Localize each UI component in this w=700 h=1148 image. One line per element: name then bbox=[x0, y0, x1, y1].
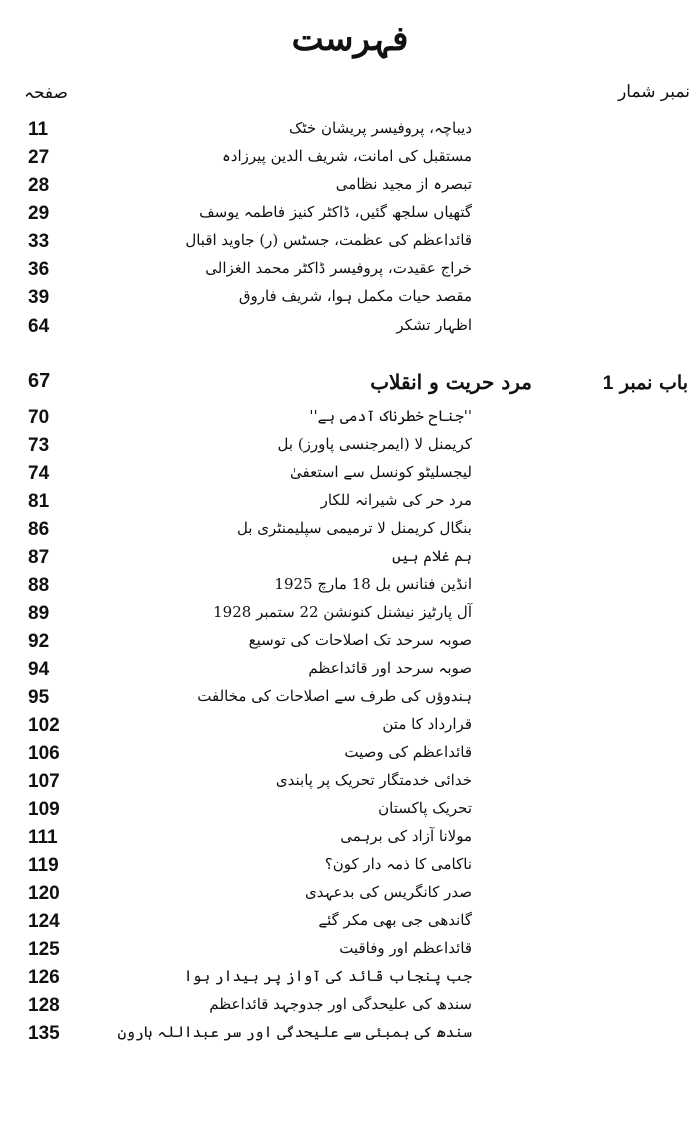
toc-page-number: 88 bbox=[28, 575, 50, 596]
toc-entry bbox=[0, 405, 700, 433]
toc-entry bbox=[0, 1021, 700, 1049]
toc-entry-title: جب پنجاب قائد کی آواز پر بیدار ہوا bbox=[183, 967, 472, 985]
toc-entry bbox=[0, 909, 700, 937]
toc-entry bbox=[0, 937, 700, 965]
toc-entry-title: خدائی خدمتگار تحریک پر پابندی bbox=[275, 771, 472, 789]
toc-entry bbox=[0, 314, 700, 342]
toc-entry bbox=[0, 285, 700, 313]
toc-page-number: 29 bbox=[28, 203, 50, 224]
chapter-label-text: باب نمبر bbox=[619, 372, 688, 394]
toc-entry bbox=[0, 657, 700, 685]
toc-entry bbox=[0, 145, 700, 173]
toc-entry-title: کریمنل لا (ایمرجنسی پاورز) بل bbox=[277, 435, 472, 453]
toc-page-number: 81 bbox=[28, 491, 50, 512]
toc-entry-title: مولانا آزاد کی برہمی bbox=[340, 827, 472, 845]
toc-page-number: 128 bbox=[28, 995, 60, 1016]
toc-entry-title: اظہار تشکر bbox=[396, 316, 472, 334]
toc-entry-title: انڈین فنانس بل 18 مارچ 1925 bbox=[274, 575, 472, 593]
toc-entry bbox=[0, 629, 700, 657]
toc-entry bbox=[0, 713, 700, 741]
toc-entry bbox=[0, 741, 700, 769]
toc-page-number: 67 bbox=[28, 370, 51, 392]
toc-entry-title: تحریک پاکستان bbox=[378, 799, 472, 817]
toc-entry bbox=[0, 517, 700, 545]
toc-page-number: 11 bbox=[28, 119, 49, 140]
toc-entry-title: بنگال کریمنل لا ترمیمی سپلیمنٹری بل bbox=[236, 519, 472, 537]
toc-entry bbox=[0, 965, 700, 993]
toc-entry-title: قائداعظم کی وصیت bbox=[344, 743, 472, 761]
toc-page-number: 135 bbox=[28, 1023, 60, 1044]
toc-page-number: 107 bbox=[28, 771, 60, 792]
toc-page-number: 86 bbox=[28, 519, 50, 540]
toc-page-number: 28 bbox=[28, 175, 50, 196]
toc-entry bbox=[0, 573, 700, 601]
toc-chapter-heading bbox=[0, 368, 700, 396]
toc-page-number: 126 bbox=[28, 967, 60, 988]
toc-entry bbox=[0, 257, 700, 285]
toc-page-number: 102 bbox=[28, 715, 60, 736]
toc-entry bbox=[0, 825, 700, 853]
toc-entry bbox=[0, 601, 700, 629]
toc-entry-title: سندھ کی بمبئی سے علیحدگی اور سر عبداللہ ہارون bbox=[117, 1023, 472, 1041]
toc-entry-title: ہم غلام ہیں bbox=[392, 547, 472, 565]
toc-page-number: 120 bbox=[28, 883, 60, 904]
toc-entry bbox=[0, 117, 700, 145]
toc-entry-title: مرد حریت و انقلاب bbox=[370, 370, 532, 394]
serial-column-header: نمبر شمار bbox=[618, 82, 690, 102]
toc-entry-title: لیجسلیٹو کونسل سے استعفیٰ bbox=[290, 463, 472, 481]
toc-entry-title: سندھ کی علیحدگی اور جدوجہد قائداعظم bbox=[209, 995, 472, 1013]
toc-entry-title: گاندھی جی بھی مکر گئے bbox=[318, 911, 472, 929]
toc-entry-title: ہندوؤں کی طرف سے اصلاحات کی مخالفت bbox=[197, 687, 472, 705]
toc-entry bbox=[0, 853, 700, 881]
toc-entry-title: مستقبل کی امانت، شریف الدین پیرزادہ bbox=[221, 147, 472, 165]
toc-page-number: 109 bbox=[28, 799, 60, 820]
toc-page-number: 87 bbox=[28, 547, 50, 568]
toc-entry bbox=[0, 229, 700, 257]
chapter-number: 1 bbox=[602, 373, 614, 394]
toc-entry bbox=[0, 769, 700, 797]
toc-page-number: 89 bbox=[28, 603, 50, 624]
toc-page-number: 36 bbox=[28, 259, 50, 280]
toc-entry-title: تبصرہ از مجید نظامی bbox=[335, 175, 472, 193]
toc-entry bbox=[0, 461, 700, 489]
toc-page-number: 73 bbox=[28, 435, 50, 456]
toc-entry-title: صوبہ سرحد تک اصلاحات کی توسیع bbox=[248, 631, 472, 649]
toc-page-number: 111 bbox=[28, 827, 58, 848]
toc-page-number: 95 bbox=[28, 687, 50, 708]
toc-page-number: 119 bbox=[28, 855, 59, 876]
toc-entry-title: گتھیاں سلجھ گئیں، ڈاکٹر کنیز فاطمہ یوسف bbox=[199, 203, 472, 221]
toc-entry-title: خراج عقیدت، پروفیسر ڈاکٹر محمد الغزالی bbox=[205, 259, 472, 277]
toc-entry bbox=[0, 685, 700, 713]
toc-entry-title: قائداعظم اور وفاقیت bbox=[339, 939, 472, 957]
toc-entry-title: ناکامی کا ذمہ دار کون؟ bbox=[324, 855, 472, 873]
toc-page-number: 106 bbox=[28, 743, 60, 764]
toc-entry bbox=[0, 201, 700, 229]
toc-page-number: 27 bbox=[28, 147, 50, 168]
toc-page-number: 124 bbox=[28, 911, 60, 932]
page-title: فہرست bbox=[291, 19, 409, 59]
toc-entry-title: مرد حر کی شیرانہ للکار bbox=[320, 491, 472, 509]
toc-entry-title: صوبہ سرحد اور قائداعظم bbox=[308, 659, 472, 677]
toc-entry bbox=[0, 489, 700, 517]
toc-page-number: 94 bbox=[28, 659, 50, 680]
toc-entry-title: آل پارٹیز نیشنل کنونشن 22 ستمبر 1928 bbox=[213, 603, 472, 621]
toc-entry bbox=[0, 797, 700, 825]
toc-entry-title: ''جناح خطرناک آدمی ہے'' bbox=[309, 407, 472, 425]
toc-page-number: 64 bbox=[28, 316, 50, 337]
toc-entry-title: دیباچہ، پروفیسر پریشان خٹک bbox=[288, 119, 472, 137]
toc-page-number: 92 bbox=[28, 631, 50, 652]
toc-entry bbox=[0, 993, 700, 1021]
toc-page-number: 74 bbox=[28, 463, 50, 484]
toc-entry bbox=[0, 545, 700, 573]
toc-entry bbox=[0, 173, 700, 201]
toc-entry bbox=[0, 881, 700, 909]
toc-entry bbox=[0, 433, 700, 461]
toc-page-number: 70 bbox=[28, 407, 50, 428]
toc-page-number: 39 bbox=[28, 287, 50, 308]
toc-page-number: 33 bbox=[28, 231, 50, 252]
toc-entry-title: قرارداد کا متن bbox=[382, 715, 472, 733]
toc-entry-title: قائداعظم کی عظمت، جسٹس (ر) جاوید اقبال bbox=[185, 231, 472, 249]
toc-entry-title: مقصد حیات مکمل ہوا، شریف فاروق bbox=[238, 287, 472, 305]
toc-page-number: 125 bbox=[28, 939, 60, 960]
toc-entry-title: صدر کانگریس کی بدعہدی bbox=[305, 883, 472, 901]
page-column-header: صفحہ bbox=[24, 83, 68, 103]
